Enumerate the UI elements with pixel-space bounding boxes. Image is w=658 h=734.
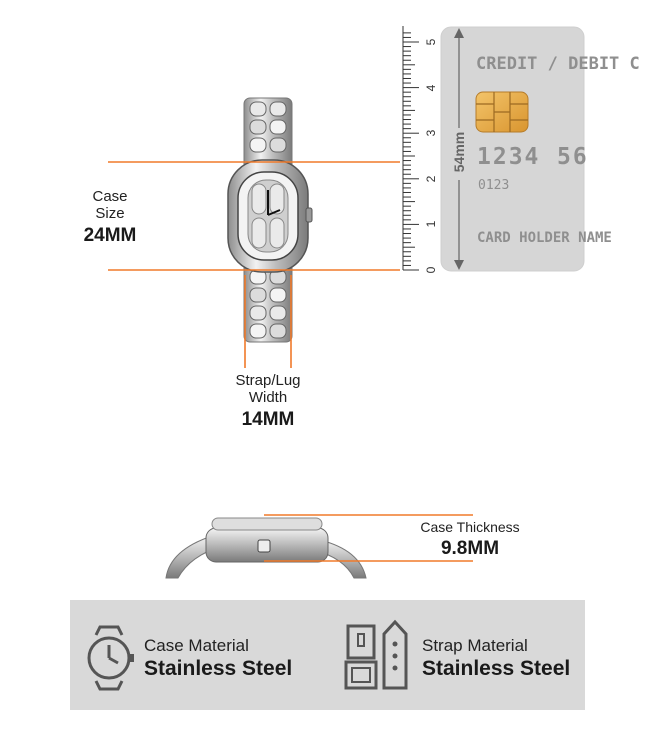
card-number-small: 0123	[478, 178, 510, 193]
card-number-part1: 1234	[477, 144, 541, 170]
strap-width-label-1: Strap/Lug	[235, 372, 301, 389]
card-header: CREDIT / DEBIT C	[476, 54, 640, 74]
watch-case	[228, 160, 312, 272]
card-height-label: 54mm	[451, 131, 467, 173]
case-size-label-2: Size	[95, 205, 125, 222]
material-band	[70, 600, 585, 710]
bracelet-bottom	[244, 262, 292, 342]
case-thickness-annotation	[400, 519, 540, 560]
case-material-value: Stainless Steel	[144, 657, 293, 680]
watch-outline-icon	[80, 625, 138, 691]
case-thickness-label: Case Thickness	[420, 519, 520, 535]
card-holder: CARD HOLDER NAME	[477, 230, 612, 246]
side-profile-graphic	[0, 500, 658, 590]
ruler-label-4: 4	[424, 84, 438, 91]
strap-width-annotation	[218, 372, 318, 431]
ruler-label-3: 3	[424, 129, 438, 137]
ruler-label-1: 1	[424, 221, 438, 228]
case-material-title: Case Material	[144, 636, 249, 655]
ruler	[403, 26, 419, 270]
strap-outline-icon	[344, 620, 414, 692]
case-size-value: 24MM	[83, 225, 137, 246]
case-size-label-1: Case	[92, 188, 128, 205]
strap-width-value: 14MM	[241, 409, 295, 430]
bracelet-top	[244, 98, 292, 170]
card-number-part2: 56	[557, 144, 589, 170]
strap-width-label-2: Width	[248, 389, 288, 406]
ruler-label-2: 2	[424, 175, 438, 183]
ruler-label-5: 5	[424, 38, 438, 46]
ruler-label-0: 0	[424, 266, 438, 274]
strap-material-value: Stainless Steel	[422, 657, 571, 680]
case-thickness-value: 9.8MM	[440, 538, 500, 559]
strap-material-title: Strap Material	[422, 636, 528, 655]
case-size-annotation	[70, 188, 150, 247]
